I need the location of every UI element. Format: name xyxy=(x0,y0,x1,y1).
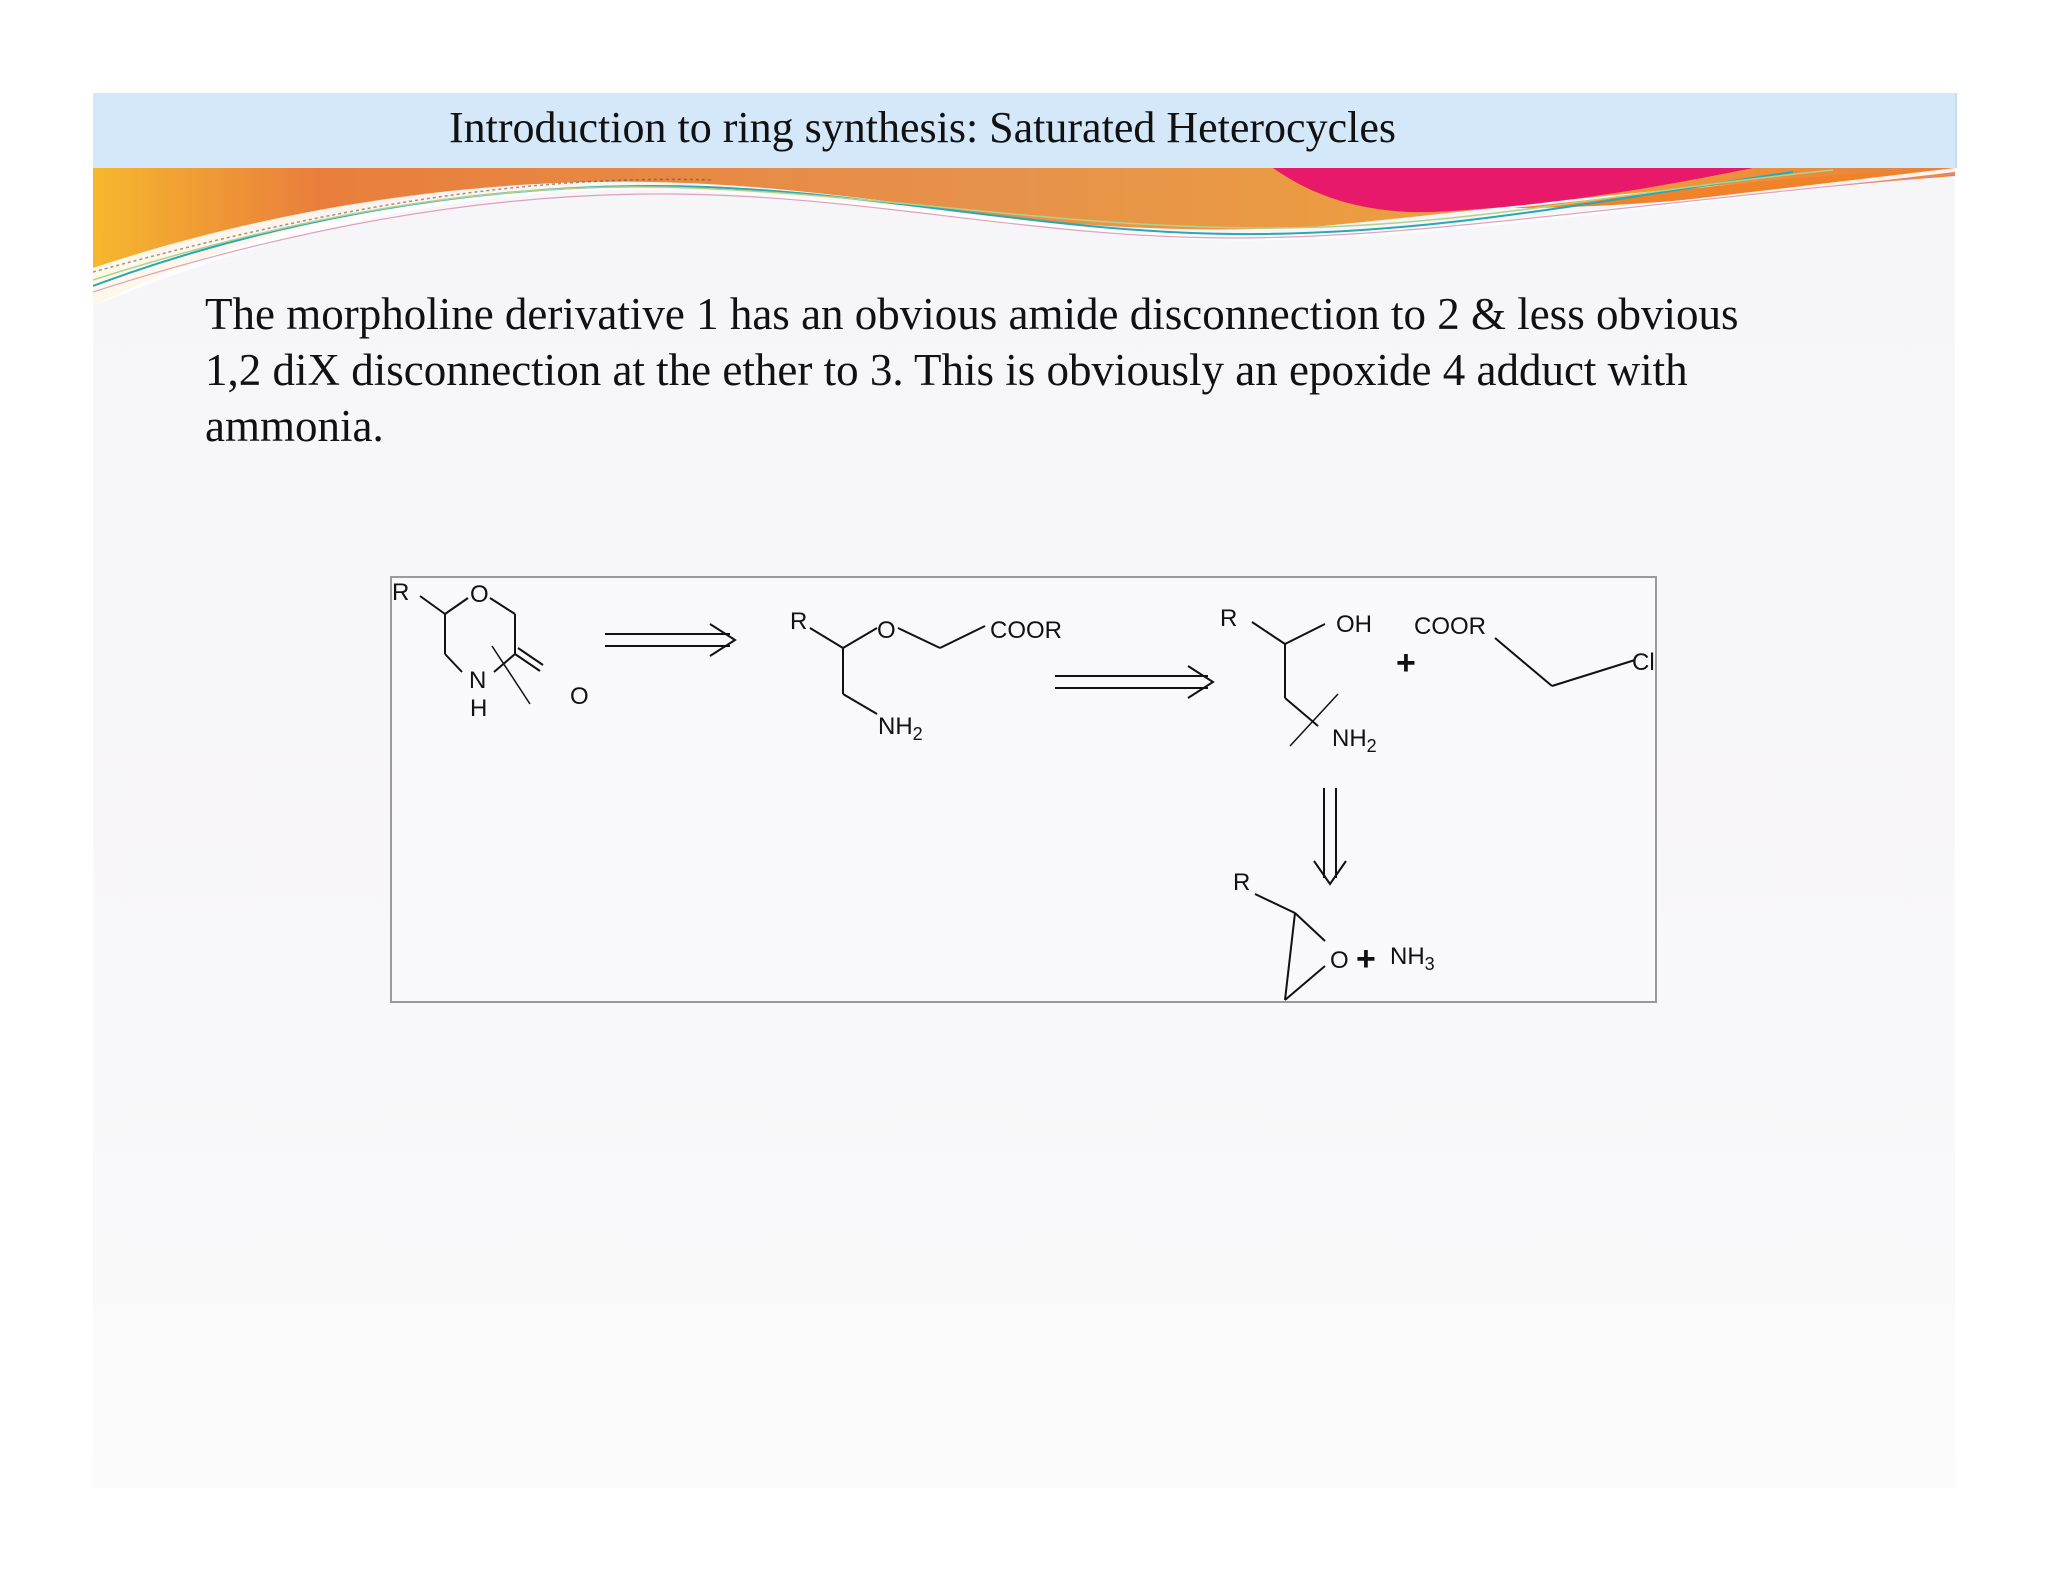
compound-2-o: O xyxy=(877,617,896,644)
body-line-3: ammonia. xyxy=(205,401,384,451)
compound-2-bonds xyxy=(810,626,985,714)
epoxide-bonds xyxy=(1255,894,1325,1000)
compound-2-nh-sub: 2 xyxy=(912,724,923,744)
body-line-1: The morpholine derivative 1 has an obvious amide disconnection to 2 & less obvious xyxy=(205,289,1739,339)
retro-arrow-2 xyxy=(1055,666,1213,698)
compound-3-nh-sub: 2 xyxy=(1366,736,1377,756)
compound-2-nh: NH xyxy=(878,713,913,740)
reaction-scheme xyxy=(390,576,1657,1003)
compound-1-carbonyl-o: O xyxy=(570,683,589,710)
chloroacetate-coor: COOR xyxy=(1414,613,1486,640)
compound-3-r: R xyxy=(1220,605,1238,632)
compound-2-nh2 xyxy=(878,713,923,744)
body-line-2: 1,2 diX disconnection at the ether to 3. This is obviously an epoxide 4 adduct with xyxy=(205,345,1688,395)
compound-1-n: N xyxy=(469,667,487,694)
ammonia-nh: NH xyxy=(1390,943,1425,970)
plus-sign-1: + xyxy=(1396,644,1416,682)
compound-2-coor: COOR xyxy=(990,617,1062,644)
plus-sign-2: + xyxy=(1356,940,1376,978)
compound-3-oh: OH xyxy=(1336,611,1372,638)
compound-1-h: H xyxy=(470,695,488,722)
ammonia-nh-sub: 3 xyxy=(1424,954,1435,974)
compound-3-bonds xyxy=(1252,622,1338,746)
compound-3-nh2 xyxy=(1332,725,1377,756)
compound-2-r: R xyxy=(790,608,808,635)
slide-title: Introduction to ring synthesis: Saturated Heterocycles xyxy=(449,103,1396,152)
chloroacetate-bonds xyxy=(1495,638,1635,686)
chloroacetate-cl: Cl xyxy=(1632,649,1655,676)
retro-arrow-1 xyxy=(605,624,735,656)
title-bar xyxy=(93,93,1957,168)
epoxide-o: O xyxy=(1330,947,1349,974)
compound-3-nh: NH xyxy=(1332,725,1367,752)
ammonia-label xyxy=(1390,943,1435,974)
epoxide-r: R xyxy=(1233,869,1251,896)
body-paragraph xyxy=(205,286,1905,454)
retro-arrow-3 xyxy=(1314,788,1346,884)
compound-1-r: R xyxy=(392,579,410,606)
compound-1-ring-o: O xyxy=(470,581,489,608)
